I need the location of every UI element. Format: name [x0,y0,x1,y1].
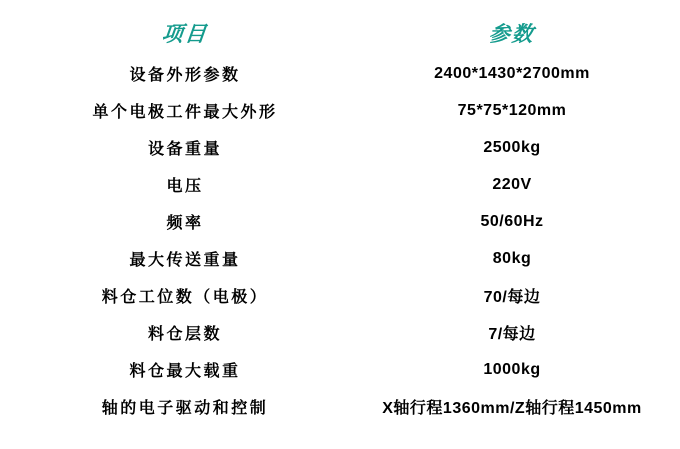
table-row [0,277,680,314]
row-value: 70/每边 [483,289,541,306]
row-value: 7/每边 [488,326,536,343]
table-row [0,92,680,129]
row-item-label: 料仓层数 [147,326,222,343]
row-item-label: 最大传送重量 [129,252,241,269]
row-value: 1000kg [483,360,541,378]
row-item-label: 电压 [166,178,204,195]
row-item-label: 料仓工位数（电极） [101,289,269,306]
table-row [0,314,680,351]
table-body [0,55,680,425]
table-row [0,129,680,166]
row-item-label: 频率 [166,215,204,232]
table-row [0,351,680,388]
column-header-param-cell [370,18,680,48]
row-value: 2500kg [483,138,541,156]
row-item-label: 料仓最大载重 [129,363,241,380]
row-item-label: 单个电极工件最大外形 [92,104,278,121]
table-row [0,388,680,425]
row-item-label: 设备重量 [147,141,222,158]
row-item-label: 设备外形参数 [129,67,241,84]
table-row [0,166,680,203]
table-row [0,203,680,240]
row-value: X轴行程1360mm/Z轴行程1450mm [382,400,642,417]
row-value: 2400*1430*2700mm [434,64,590,82]
row-value: 50/60Hz [480,212,544,230]
column-header-param: 参数 [487,23,537,46]
row-value: 220V [492,175,532,193]
table-header-row [0,17,680,49]
table-row [0,55,680,92]
row-item-label: 轴的电子驱动和控制 [101,400,269,417]
row-value: 75*75*120mm [457,101,567,119]
row-value: 80kg [492,249,532,267]
table-row [0,240,680,277]
column-header-item-cell [0,18,370,48]
column-header-item: 项目 [160,23,210,46]
